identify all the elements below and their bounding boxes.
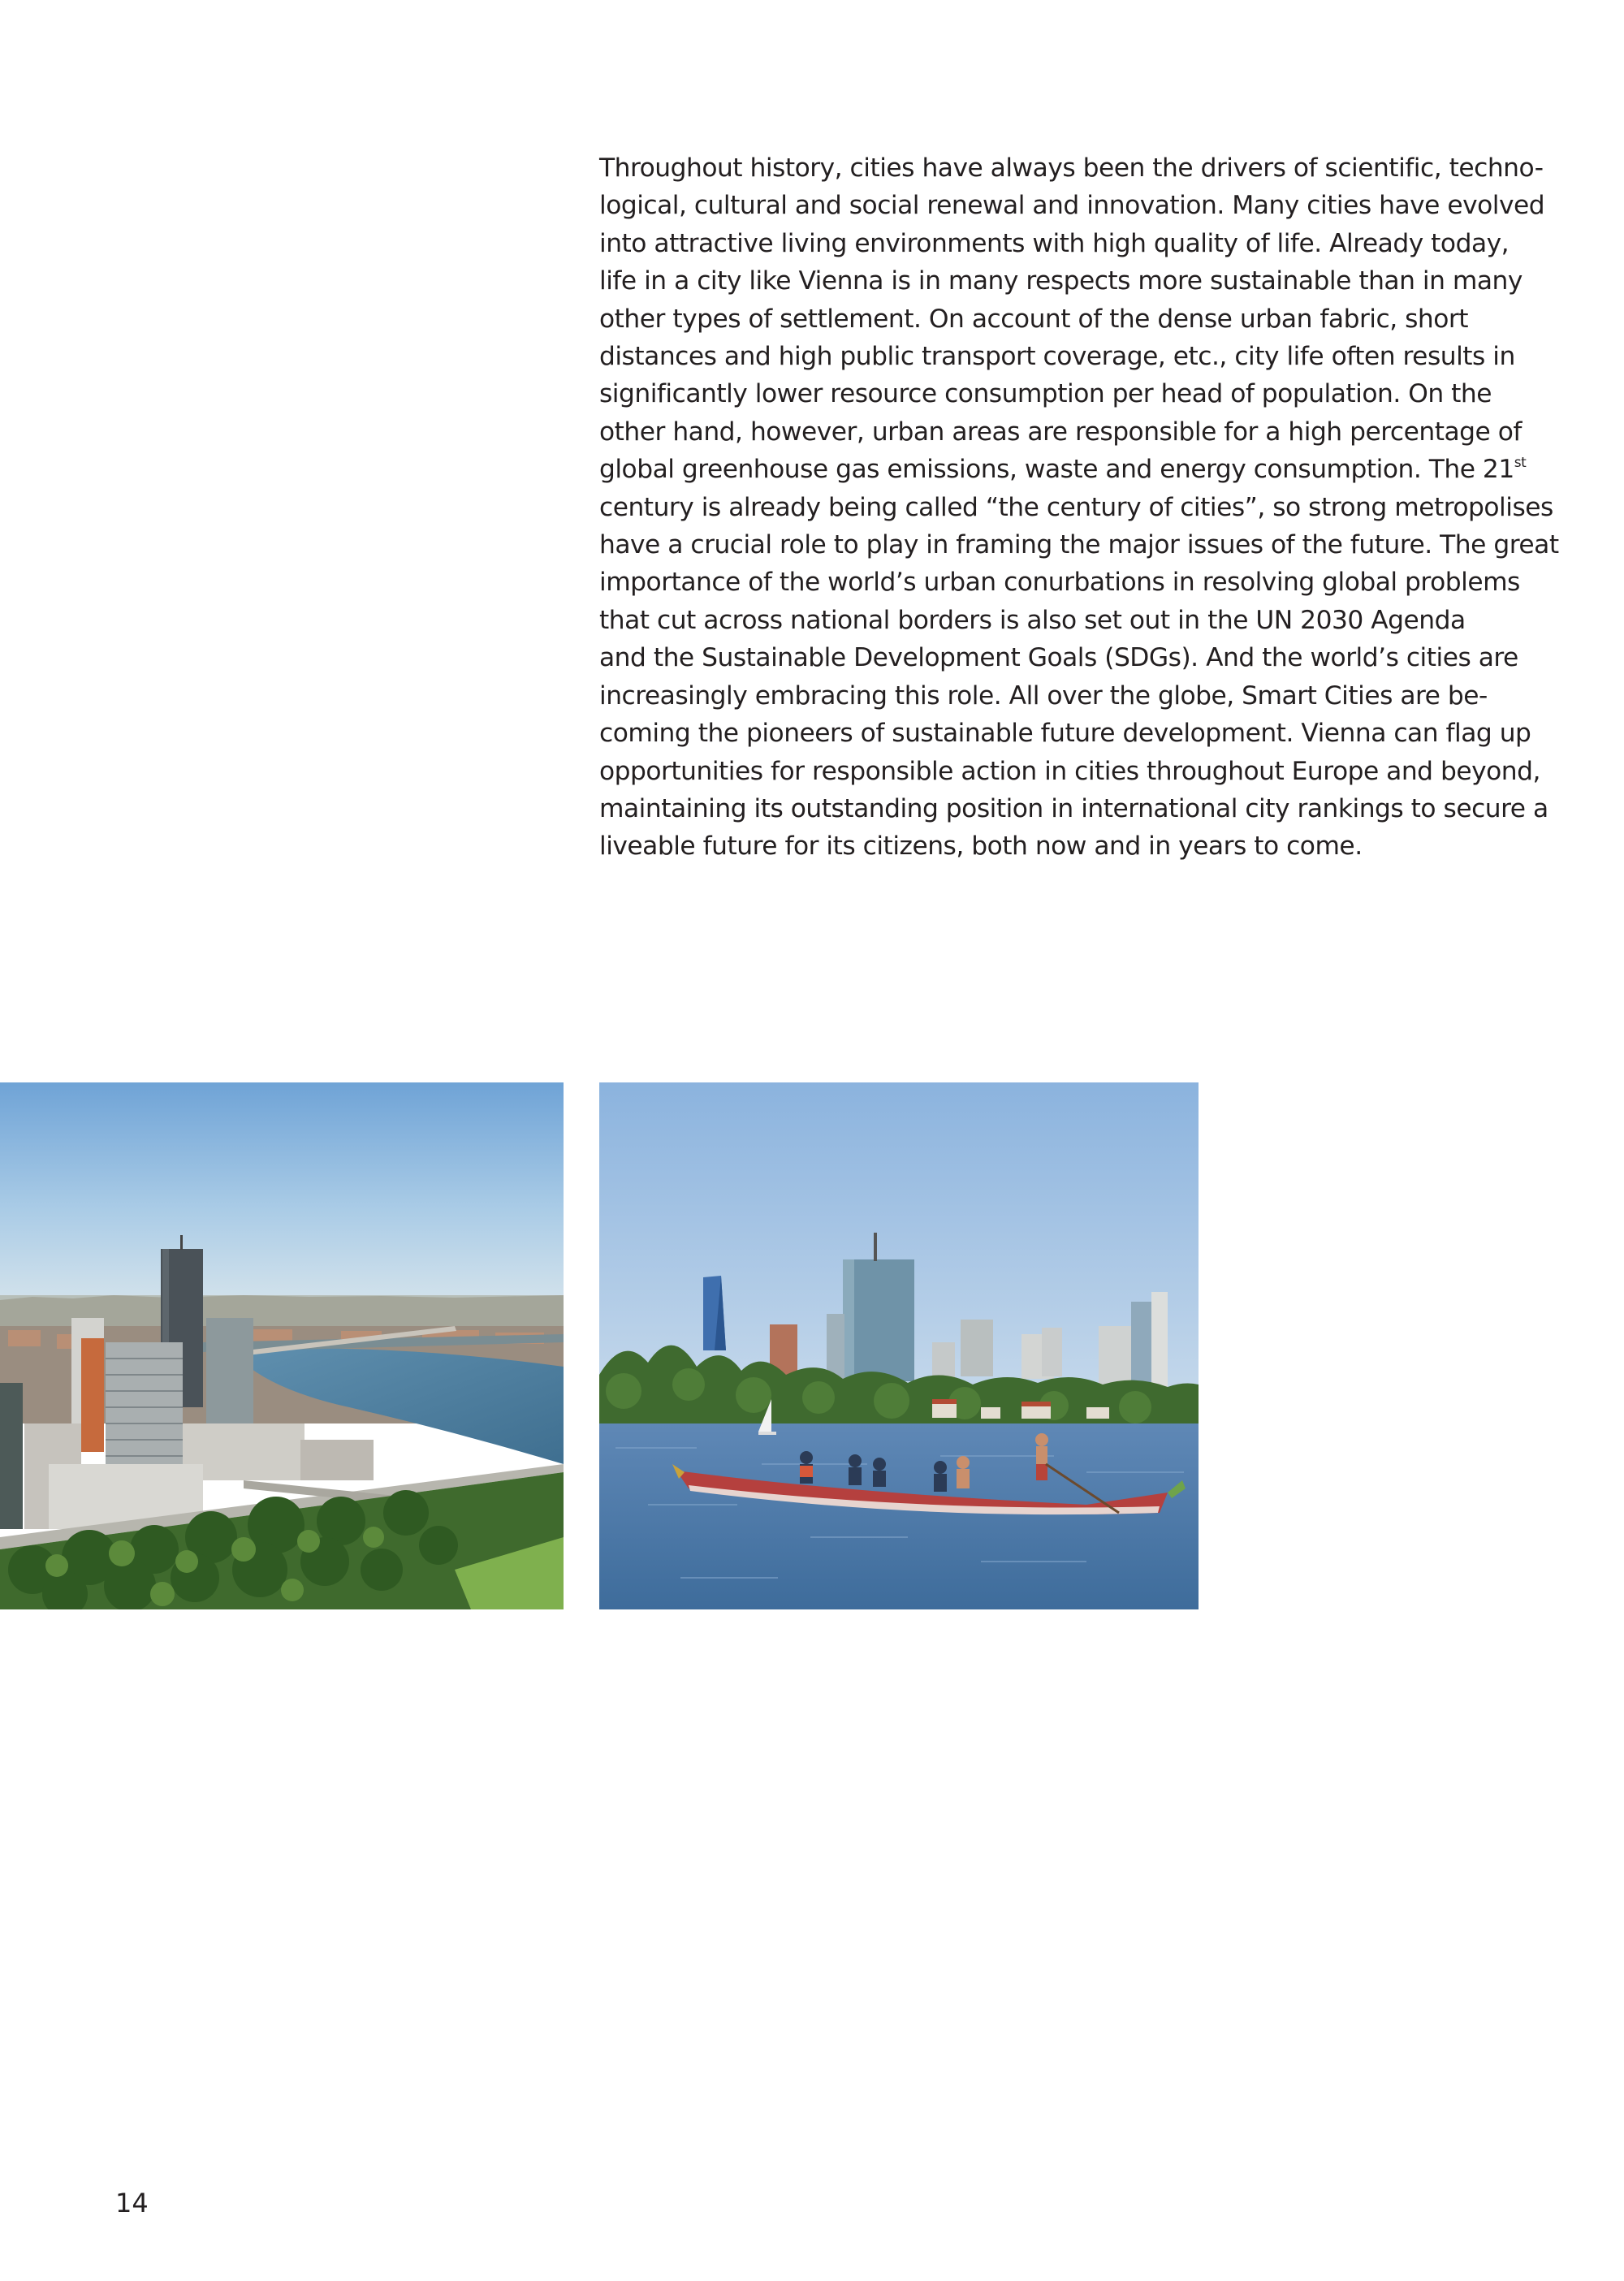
- lake-dragon-boat-skyline-icon: [599, 1082, 1199, 1609]
- text-line-content: global greenhouse gas emissions, waste and energy consumption. The 21: [599, 455, 1514, 485]
- text-line: increasingly embracing this role. All over the globe, Smart Cities are be-: [599, 680, 1488, 711]
- aerial-city-river-icon: [0, 1082, 564, 1609]
- text-line: and the Sustainable Development Goals (SDGs). And the world’s cities are: [599, 643, 1518, 673]
- text-line: life in a city like Vienna is in many respects more sustainable than in many: [599, 266, 1522, 296]
- text-line: have a crucial role to play in framing the major issues of the future. The great: [599, 530, 1559, 560]
- text-line: distances and high public transport coverage, etc., city life often results in: [599, 342, 1515, 372]
- text-line: opportunities for responsible action in cities throughout Europe and beyond,: [599, 756, 1540, 786]
- text-line: coming the pioneers of sustainable future development. Vienna can flag up: [599, 719, 1531, 749]
- text-line: Throughout history, cities have always been the drivers of scientific, techno-: [599, 153, 1544, 183]
- page-number: 14: [115, 2188, 149, 2218]
- text-line: logical, cultural and social renewal and innovation. Many cities have evolved: [599, 191, 1545, 221]
- text-line: maintaining its outstanding position in international city rankings to secure a: [599, 793, 1548, 823]
- lake-dragon-boat-photo: [599, 1082, 1199, 1609]
- text-line: other hand, however, urban areas are responsible for a high percentage of: [599, 417, 1522, 447]
- text-line: that cut across national borders is also set out in the UN 2030 Agenda: [599, 605, 1466, 635]
- text-line: [599, 451, 1553, 488]
- text-line: significantly lower resource consumption per head of population. On the: [599, 379, 1492, 409]
- body-paragraph: [599, 149, 1559, 866]
- text-line: importance of the world’s urban conurbations in resolving global problems: [599, 568, 1520, 598]
- text-line: other types of settlement. On account of the dense urban fabric, short: [599, 304, 1469, 334]
- text-line: liveable future for its citizens, both now and in years to come.: [599, 832, 1363, 862]
- text-line: into attractive living environments with high quality of life. Already today,: [599, 228, 1510, 258]
- text-line: century is already being called “the century of cities”, so strong metropolises: [599, 492, 1553, 522]
- superscript: st: [1514, 455, 1527, 472]
- aerial-city-photo: [0, 1082, 564, 1609]
